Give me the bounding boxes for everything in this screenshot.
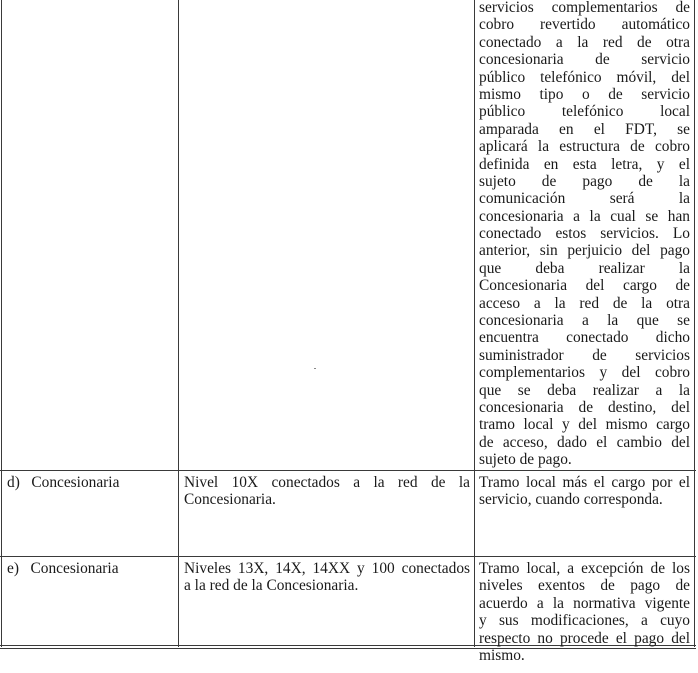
text-line: definida en esta letra, y el [479,155,690,173]
text-line: sujeto de pago. [479,451,572,469]
row-d-label [7,474,175,491]
row-divider-d-e [0,556,696,557]
text-line: concesionaria de destino, del [479,398,690,416]
row-e-charge [479,560,690,664]
text-line: comunicación será la [479,190,690,208]
text-line: aplicará la estructura de cobro [479,138,690,156]
text-line: Niveles 13X, 14X, 14XX y 100 conectados [184,560,470,577]
column-divider-2 [474,0,475,647]
text-line: acceso a la red de la otra [479,294,690,312]
text-line: público telefónico móvil, del [479,68,690,86]
row-d-charge [479,474,690,509]
table-border-left [1,0,2,647]
text-line: servicio, cuando corresponda. [479,491,663,509]
text-line: tramo local y del mismo cargo [479,416,690,434]
text-line: cobro revertido automático [479,16,690,34]
text-line: y sus modificaciones, a cuyo [479,612,690,630]
text-line: público telefónico local [479,103,690,121]
text-line: mismo. [479,646,525,664]
text-line: complementarios y del cobro [479,364,690,382]
text-line: Nivel 10X conectados a la red de la [184,474,470,491]
text-line: Concesionaria del cargo de [479,277,690,295]
text-line: suministrador de servicios [479,346,690,364]
column-divider-1 [178,0,179,647]
text-line: mismo tipo o de servicio [479,85,690,103]
text-line: d) Concesionaria [7,474,120,491]
scan-speck [314,368,316,369]
text-line: anterior, sin perjuicio del pago [479,242,690,260]
text-line: de acceso, dado el cambio del [479,433,690,451]
row-e-level [184,560,470,595]
text-line: concesionaria a la que se [479,312,690,330]
row-divider-c-d [0,470,696,471]
text-line: Concesionaria. [184,491,276,509]
text-line: a la red de la Concesionaria. [184,577,359,595]
row-c-description [479,0,690,469]
text-line: respecto no procede el pago del [479,629,690,647]
text-line: concesionaria a la cual se han [479,207,690,225]
text-line: conectado a la red de otra [479,33,690,51]
text-line: acuerdo a la normativa vigente [479,594,690,612]
row-e-label [7,560,175,577]
text-line: Tramo local, a excepción de los [479,560,690,577]
text-line: amparada en el FDT, se [479,120,690,138]
text-line: e) Concesionaria [7,560,119,577]
text-line: que deba realizar la [479,259,690,277]
text-line: encuentra conectado dicho [479,329,690,347]
text-line: que se deba realizar a la [479,381,690,399]
text-line: servicios complementarios de [479,0,690,16]
text-line: concesionaria de servicio [479,51,690,69]
table-border-right [694,0,695,647]
text-line: conectado estos servicios. Lo [479,225,690,243]
text-line: niveles exentos de pago de [479,577,690,595]
text-line: Tramo local más el cargo por el [479,474,690,491]
row-d-level [184,474,470,509]
text-line: sujeto de pago de la [479,172,690,190]
